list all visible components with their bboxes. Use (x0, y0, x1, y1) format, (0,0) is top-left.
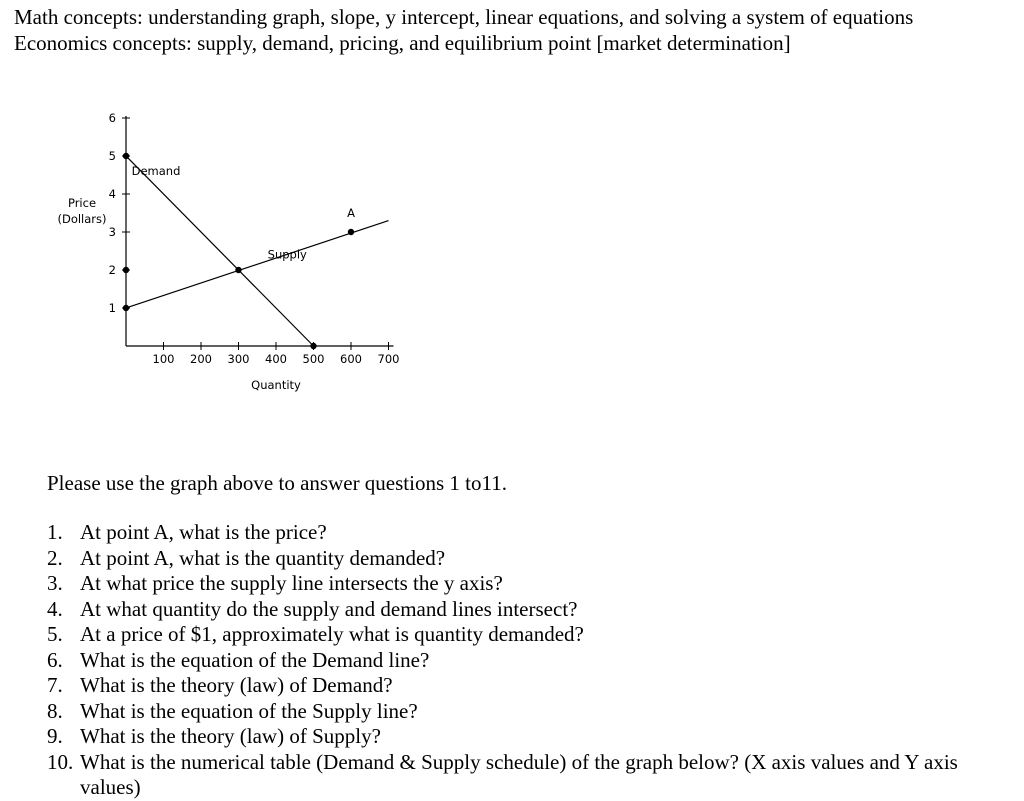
demand-label: Demand (131, 164, 181, 178)
question-number: 10. (47, 749, 74, 774)
question-number: 6. (47, 647, 63, 672)
data-point (123, 153, 129, 159)
point-a-label: A (347, 205, 355, 220)
instruction-text: Please use the graph above to answer questions 1 to11. (47, 471, 507, 495)
question-text: At what quantity do the supply and demand lines intersect? (80, 596, 578, 621)
question-item (47, 597, 1015, 623)
question-item (47, 750, 1015, 801)
question-number: 1. (47, 520, 63, 544)
question-item (47, 546, 1015, 572)
question-text: What is the theory (law) of Demand? (80, 673, 393, 697)
y-axis-label: (Dollars) (57, 212, 107, 226)
question-text: At a price of $1, approximately what is quantity demanded? (80, 622, 584, 646)
question-item (47, 673, 1015, 699)
question-number: 8. (47, 698, 63, 723)
math-concepts-line: Math concepts: understanding graph, slope, y intercept, linear equations, and solving a system of equations (14, 5, 914, 29)
supply-demand-chart (0, 100, 440, 400)
question-number: 4. (47, 596, 63, 621)
question-text: What is the theory (law) of Supply? (80, 724, 381, 748)
data-point (310, 343, 316, 349)
x-tick-label: 300 (227, 352, 250, 366)
question-number: 5. (47, 622, 63, 646)
intro-block (14, 4, 913, 56)
question-text: At point A, what is the quantity demanded? (80, 545, 446, 570)
question-item (47, 699, 1015, 725)
data-point (123, 305, 129, 311)
y-tick-label: 4 (108, 187, 116, 201)
question-text: At point A, what is the price? (80, 520, 327, 544)
y-axis-label: Price (67, 196, 97, 210)
y-tick-label: 5 (108, 149, 116, 163)
data-point (123, 267, 129, 273)
y-tick-label: 6 (108, 111, 116, 125)
x-axis-label: Quantity (251, 378, 301, 392)
y-tick-label: 1 (108, 301, 116, 315)
question-item (47, 724, 1015, 750)
question-number: 2. (47, 545, 63, 570)
question-number: 7. (47, 673, 63, 697)
question-number: 3. (47, 571, 63, 595)
x-tick-label: 100 (152, 352, 175, 366)
x-tick-label: 500 (302, 352, 325, 366)
y-tick-label: 2 (108, 263, 116, 277)
y-tick-label: 3 (108, 225, 116, 239)
x-tick-label: 600 (340, 352, 362, 366)
question-item (47, 571, 1015, 597)
supply-label: Supply (267, 247, 307, 262)
question-list (47, 520, 1015, 801)
x-tick-label: 400 (265, 352, 287, 366)
econ-concepts-line: Economics concepts: supply, demand, pricing, and equilibrium point [market determination] (14, 31, 791, 55)
x-tick-label: 200 (190, 352, 212, 366)
question-text: What is the numerical table (Demand & Supply schedule) of the graph below? (X axis values and Y axis values) (80, 749, 958, 799)
question-item (47, 648, 1015, 674)
question-text: What is the equation of the Supply line? (80, 698, 418, 723)
question-item (47, 520, 1015, 546)
data-point (348, 229, 354, 235)
question-number: 9. (47, 724, 63, 748)
question-text: What is the equation of the Demand line? (80, 647, 430, 672)
data-point (235, 267, 241, 273)
x-tick-label: 700 (377, 352, 400, 366)
question-text: At what price the supply line intersects the y axis? (80, 571, 503, 595)
question-item (47, 622, 1015, 648)
